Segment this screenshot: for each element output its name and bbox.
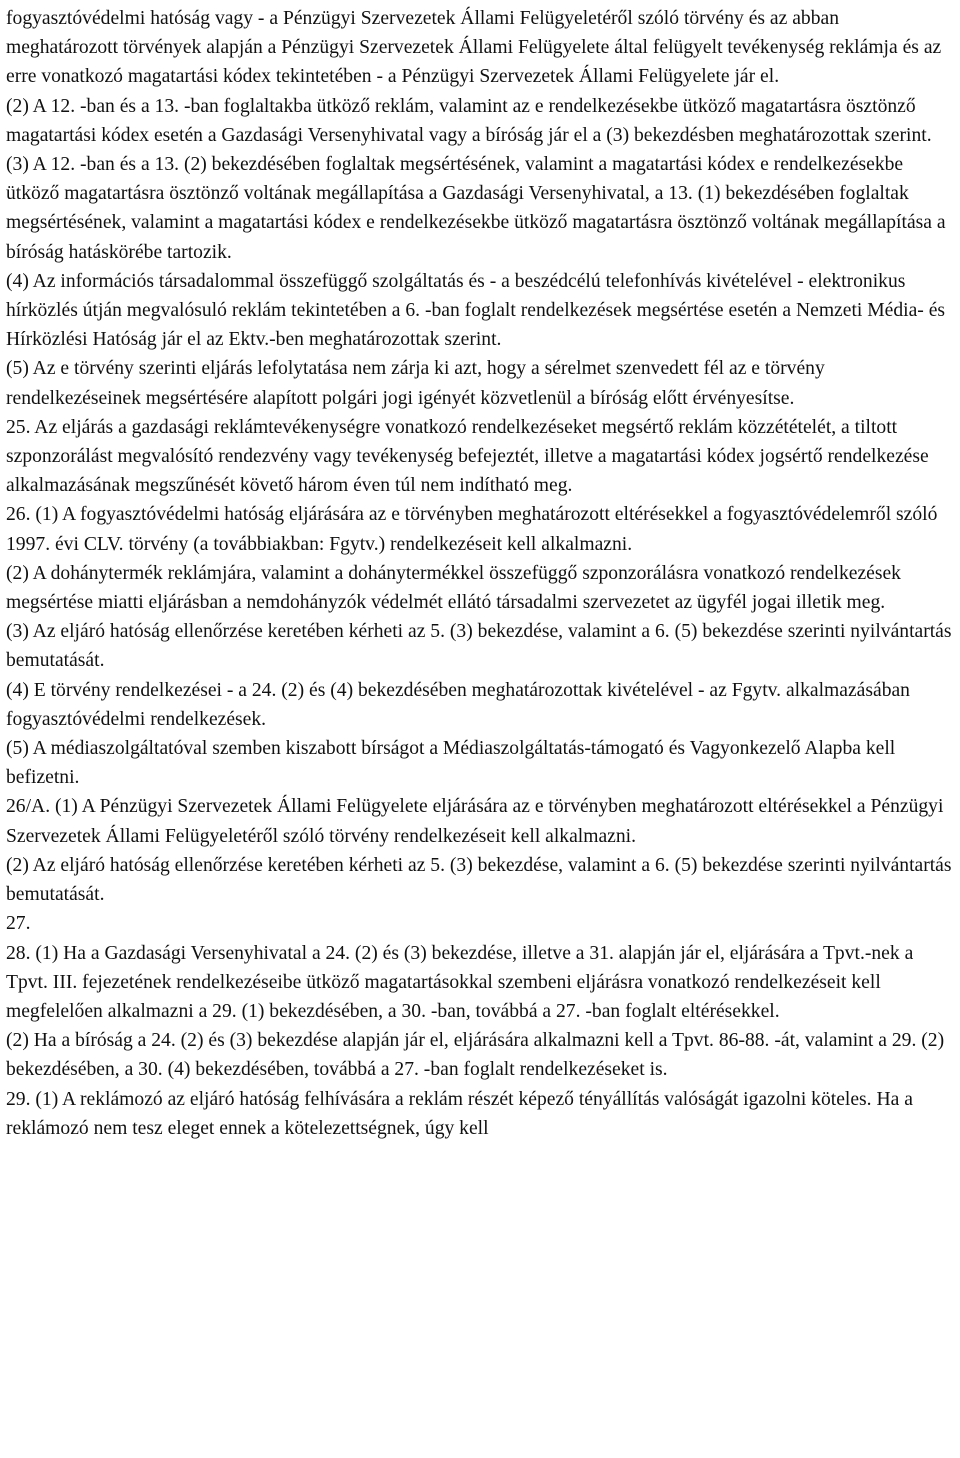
- paragraph: (3) A 12. -ban és a 13. (2) bekezdésében foglaltak megsértésének, valamint a magatartási kódex e rendelkezésekbe ütköző magatartásra ösztönző voltának megállapítása a Gazdasági Versenyhivatal, a 13. (1) bekezdésében foglaltak megsértésének, valamint a magatartási kódex e rendelkezésekbe ütköző magatartásra ösztönző voltának megállapítása a bíróság hatáskörébe tartozik.: [6, 154, 946, 263]
- paragraph: (2) Az eljáró hatóság ellenőrzése keretében kérheti az 5. (3) bekezdése, valamint a 6. (5) bekezdése szerinti nyilvántartás bemutatását.: [6, 854, 952, 906]
- paragraph: 26. (1) A fogyasztóvédelmi hatóság eljárására az e törvényben meghatározott eltérésekkel a fogyasztóvédelemről szóló 1997. évi CLV. törvény (a továbbiakban: Fgytv.) rendelkezéseit kell alkalmazni.: [6, 504, 938, 555]
- paragraph: 28. (1) Ha a Gazdasági Versenyhivatal a 24. (2) és (3) bekezdése, illetve a 31. alapján jár el, eljárására a Tpvt.-nek a Tpvt. III. fejezetének rendelkezéseibe ütköző magatartásokkal szembeni eljárásra vonatkozó rendelkezéseit kell megfelelően alkalmazni a 29. (1) bekezdésében, a 30. -ban, továbbá a 27. -ban foglalt eltérésekkel.: [6, 942, 914, 1022]
- paragraph: (5) A médiaszolgáltatóval szemben kiszabott bírságot a Médiaszolgáltatás-támogató és Vagyonkezelő Alapba kell befizetni.: [6, 738, 896, 789]
- paragraph: 25. Az eljárás a gazdasági reklámtevékenységre vonatkozó rendelkezéseket megsértő reklám közzétételét, a tiltott szponzorálást megvalósító rendezvény vagy tevékenység befejeztét, illetve a magatartási kódex jogsértő rendelkezése alkalmazásának megszűnését követő három éven túl nem indítható meg.: [6, 416, 929, 497]
- paragraph: (4) E törvény rendelkezései - a 24. (2) és (4) bekezdésében meghatározottak kivételével - az Fgytv. alkalmazásában fogyasztóvédelmi rendelkezések.: [6, 679, 910, 730]
- paragraph: fogyasztóvédelmi hatóság vagy - a Pénzügyi Szervezetek Állami Felügyeletéről szóló törvény és az abban meghatározott törvények alapján a Pénzügyi Szervezetek Állami Felügyelete által felügyelt tevékenység reklámja és az erre vonatkozó magatartási kódex tekintetében - a Pénzügyi Szervezetek Állami Felügyelete jár el.: [6, 8, 942, 88]
- paragraph: 27.: [6, 913, 31, 935]
- paragraph: 29. (1) A reklámozó az eljáró hatóság felhívására a reklám részét képező tényállítás valóságát igazolni köteles. Ha a reklámozó nem tesz eleget ennek a kötelezettségnek, úgy kell: [6, 1088, 913, 1139]
- paragraph: (2) A 12. -ban és a 13. -ban foglaltakba ütköző reklám, valamint az e rendelkezésekbe ütköző magatartásra ösztönző magatartási kódex esetén a Gazdasági Versenyhivatal vagy a bíróság jár el a (3) bekezdésben meghatározottak szerint.: [6, 95, 932, 146]
- paragraph: (4) Az információs társadalommal összefüggő szolgáltatás és - a beszédcélú telefonhívás kivételével - elektronikus hírközlés útján megvalósuló reklám tekintetében a 6. -ban foglalt rendelkezések megsértése esetén a Nemzeti Média- és Hírközlési Hatóság jár el az Ektv.-ben meghatározottak szerint.: [6, 270, 946, 351]
- paragraph: (5) Az e törvény szerinti eljárás lefolytatása nem zárja ki azt, hogy a sérelmet szenvedett fél az e törvény rendelkezéseinek megsértésére alapított polgári jogi igényét közvetlenül a bíróság előtt érvényesítse.: [6, 358, 825, 409]
- paragraph: 26/A. (1) A Pénzügyi Szervezetek Állami Felügyelete eljárására az e törvényben meghatározott eltérésekkel a Pénzügyi Szervezetek Állami Felügyeletéről szóló törvény rendelkezéseit kell alkalmazni.: [6, 796, 944, 847]
- paragraph: (3) Az eljáró hatóság ellenőrzése keretében kérheti az 5. (3) bekezdése, valamint a 6. (5) bekezdése szerinti nyilvántartás bemutatását.: [6, 621, 952, 672]
- paragraph: (2) A dohánytermék reklámjára, valamint a dohánytermékkel összefüggő szponzorálásra vonatkozó rendelkezések megsértése miatti eljárásban a nemdohányzók védelmét ellátó társadalmi szervezetet az ügyfél jogai illetik meg.: [6, 562, 901, 614]
- paragraph: (2) Ha a bíróság a 24. (2) és (3) bekezdése alapján jár el, eljárására alkalmazni kell a Tpvt. 86-88. -át, valamint a 29. (2) bekezdésében, a 30. (4) bekezdésében, továbbá a 27. -ban foglalt rendelkezéseket is.: [6, 1030, 945, 1081]
